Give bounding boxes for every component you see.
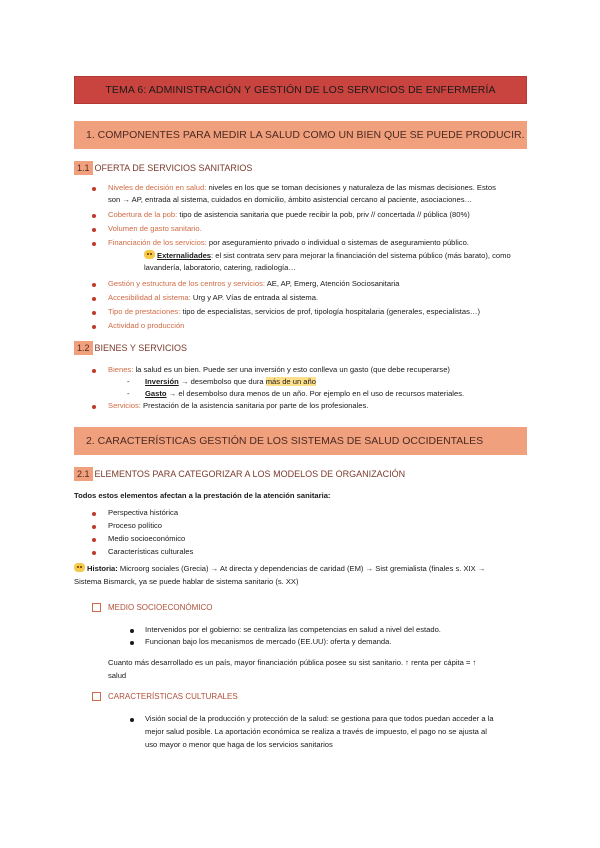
list-item: Volumen de gasto sanitario.	[108, 224, 202, 233]
bullet-icon	[92, 283, 96, 287]
list-item: Niveles de decisión en salud: niveles en los que se toman decisiones y naturaleza de las mismas decisiones. Estos	[108, 183, 496, 192]
list-item: Visión social de la producción y protección de la salud: se gestiona para que todos puedan acceder a la	[145, 714, 494, 723]
checkbox-icon	[92, 603, 101, 612]
list-item: Tipo de prestaciones: tipo de especialistas, servicios de prof, tipología hospitalaria (generales, especialistas…)	[108, 307, 481, 316]
subsection-1-1-heading	[74, 161, 252, 175]
list-item: Actividad o producción	[108, 321, 185, 330]
list-item: Proceso político	[108, 521, 163, 530]
intro-text: Todos estos elementos afectan a la prestación de la atención sanitaria:	[74, 491, 331, 500]
bullet-icon	[92, 538, 96, 542]
bullet-icon	[92, 228, 96, 232]
list-item-continuation: son → AP, entrada al sistema, cuidados en domicilio, ámbito asistencial cercano al paciente, asociaciones…	[108, 195, 473, 204]
sub-list-item: Externalidades: el sist contrata serv para mejorar la financiación del sistema público (más barato), como	[144, 250, 528, 261]
list-item-continuation: mejor salud posible. La aportación económica se realiza a través de impuesto, el pago no se ajusta al	[145, 727, 487, 736]
bullet-icon	[92, 242, 96, 246]
sub-list-item: Inversión → desembolso que dura más de un año	[145, 377, 316, 386]
sub-list-item: Gasto → el desembolso dura menos de un año. Por ejemplo en el uso de recursos materiales.	[145, 389, 465, 398]
subsection-number: 1.2	[74, 341, 93, 355]
dash-marker: -	[127, 377, 130, 386]
subsection-label: BIENES Y SERVICIOS	[94, 343, 188, 353]
dash-marker: -	[127, 389, 130, 398]
subsection-number: 1.1	[74, 161, 93, 175]
section-2-heading: 2. CARACTERÍSTICAS GESTIÓN DE LOS SISTEMAS DE SALUD OCCIDENTALES	[74, 427, 527, 455]
subsection-number: 2.1	[74, 467, 93, 481]
bullet-icon	[130, 718, 134, 722]
bullet-icon	[92, 369, 96, 373]
medio-note: Cuanto más desarrollado es un país, mayor financiación pública posee su sist sanitario. ↑ renta per cápita = ↑	[108, 658, 477, 667]
list-item: Financiación de los servicios: por aseguramiento privado o individual o sistemas de aseguramiento público.	[108, 238, 469, 247]
bullet-icon	[92, 512, 96, 516]
bullet-icon	[92, 311, 96, 315]
list-item: Características culturales	[108, 547, 194, 556]
list-item: Bienes: la salud es un bien. Puede ser una inversión y esto conlleva un gasto (que debe recuperarse)	[108, 365, 450, 374]
list-item: Servicios: Prestación de la asistencia sanitaria por parte de los profesionales.	[108, 401, 369, 410]
bullet-icon	[92, 325, 96, 329]
caracteristicas-culturales-label: CARACTERÍSTICAS CULTURALES	[108, 692, 238, 701]
document-title: TEMA 6: ADMINISTRACIÓN Y GESTIÓN DE LOS SERVICIOS DE ENFERMERÍA	[74, 76, 527, 104]
subsection-label: ELEMENTOS PARA CATEGORIZAR A LOS MODELOS DE ORGANIZACIÓN	[94, 469, 406, 479]
bullet-icon	[130, 629, 134, 633]
bullet-icon	[92, 525, 96, 529]
bullet-icon	[92, 551, 96, 555]
medio-socioeconomico-label: MEDIO SOCIOECONÓMICO	[108, 603, 213, 612]
emoji-face-icon	[144, 250, 155, 259]
list-item: Funcionan bajo los mecanismos de mercado (EE.UU): oferta y demanda.	[145, 637, 392, 646]
subsection-label: OFERTA DE SERVICIOS SANITARIOS	[94, 163, 253, 173]
historia-paragraph: Historia: Microorg sociales (Grecia) → At directa y dependencias de caridad (EM) → Sist gremialista (finales s. XIX →	[74, 563, 526, 574]
list-item-continuation: uso mayor o menor que haga de los servicios sanitarios	[145, 740, 333, 749]
subsection-2-1-heading	[74, 467, 405, 481]
bullet-icon	[92, 214, 96, 218]
bullet-icon	[92, 405, 96, 409]
emoji-face-icon	[74, 563, 85, 572]
historia-continuation: Sistema Bismarck, ya se puede hablar de sistema sanitario (s. XX)	[74, 577, 299, 586]
bullet-icon	[130, 641, 134, 645]
list-item: Medio socioeconómico	[108, 534, 186, 543]
bullet-icon	[92, 187, 96, 191]
list-item: Accesibilidad al sistema: Urg y AP. Vías de entrada al sistema.	[108, 293, 319, 302]
sub-list-item-continuation: lavandería, laboratorio, catering, radiología…	[144, 263, 296, 272]
medio-note-continuation: salud	[108, 671, 127, 680]
list-item: Cobertura de la pob: tipo de asistencia sanitaria que puede recibir la pob, priv // concertada // pública (80%)	[108, 210, 470, 219]
list-item: Intervenidos por el gobierno: se centraliza las competencias en salud a nivel del estado.	[145, 625, 441, 634]
list-item: Perspectiva histórica	[108, 508, 179, 517]
checkbox-icon	[92, 692, 101, 701]
list-item: Gestión y estructura de los centros y servicios: AE, AP, Emerg, Atención Sociosanitaria	[108, 279, 400, 288]
bullet-icon	[92, 297, 96, 301]
section-1-heading: 1. COMPONENTES PARA MEDIR LA SALUD COMO UN BIEN QUE SE PUEDE PRODUCIR.	[74, 121, 527, 149]
subsection-1-2-heading	[74, 341, 187, 355]
